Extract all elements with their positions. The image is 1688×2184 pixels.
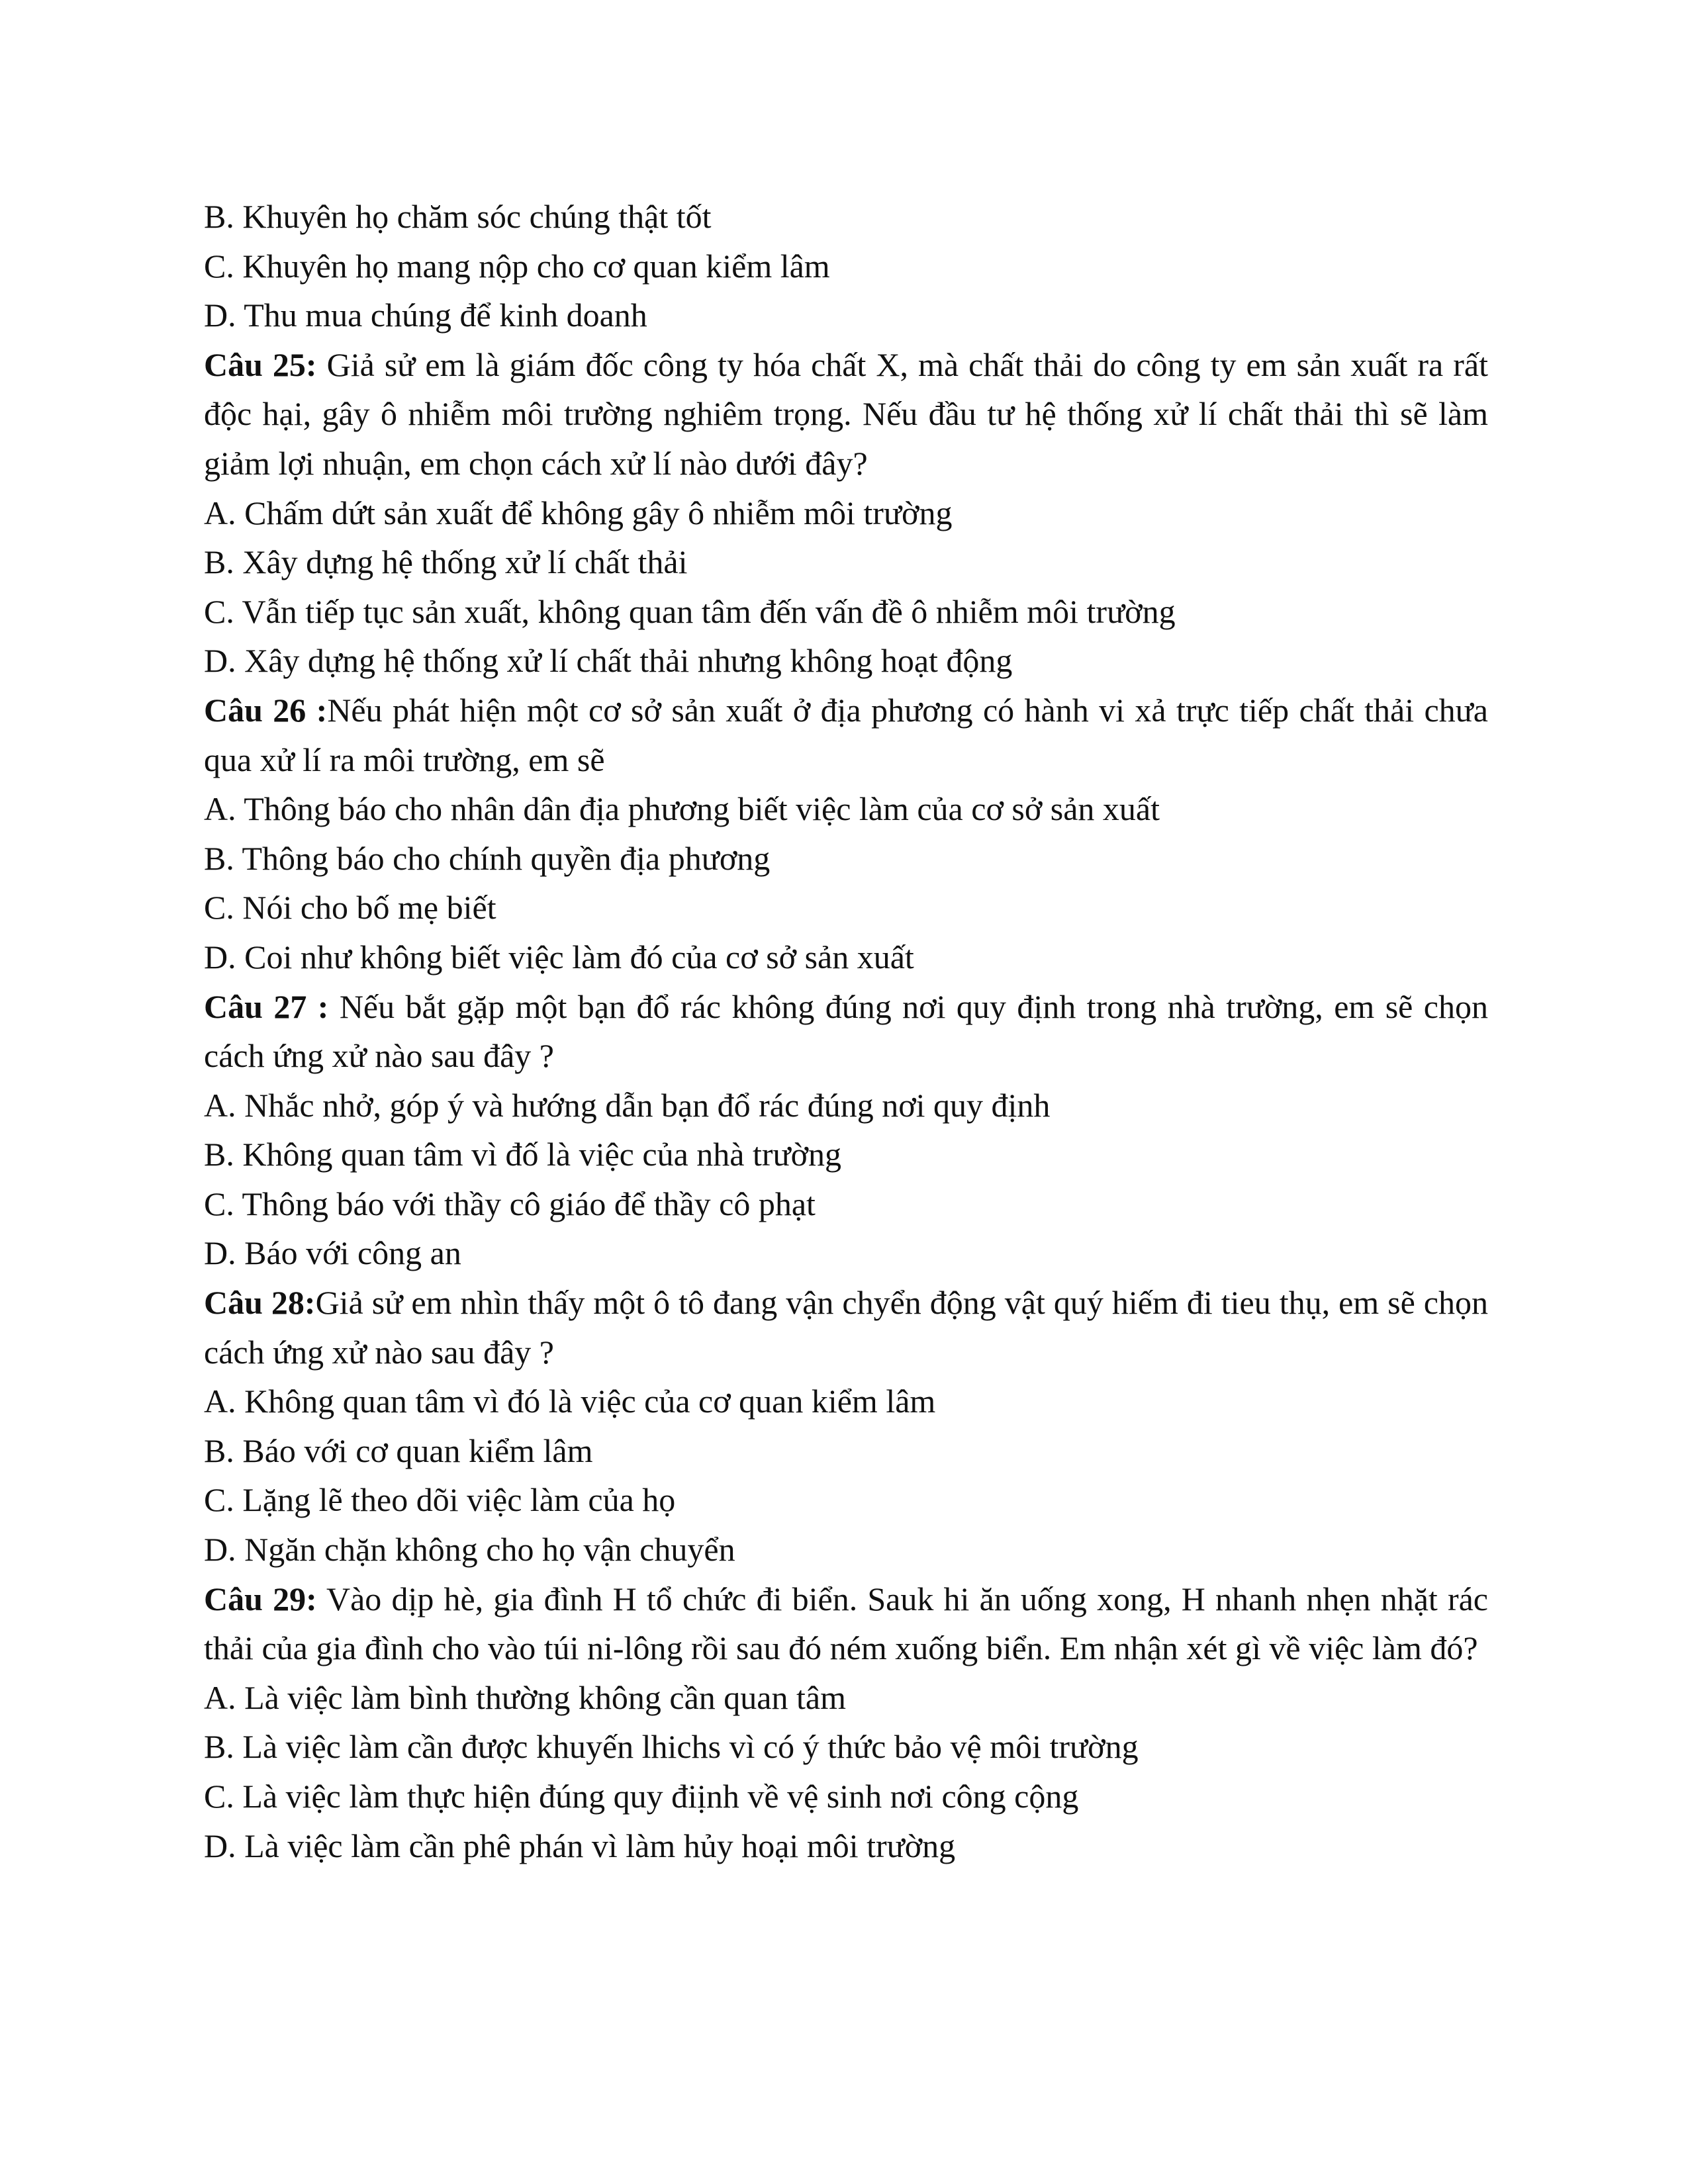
question-text: Nếu phát hiện một cơ sở sản xuất ở địa phương có hành vi xả trực tiếp chất thải chưa qua xử lí ra môi trường, em sẽ xyxy=(204,691,1488,778)
option-prev-c: C. Khuyên họ mang nộp cho cơ quan kiểm lâm xyxy=(204,247,830,285)
question-text: Vào dịp hè, gia đình H tổ chức đi biển. Sauk hi ăn uống xong, H nhanh nhẹn nhặt rác thải của gia đình cho vào túi ni-lông rồi sau đó ném xuống biển. Em nhận xét gì về việc làm đó? xyxy=(204,1580,1488,1667)
question-28 xyxy=(204,1278,1488,1377)
question-text: Giả sử em là giám đốc công ty hóa chất X, mà chất thải do công ty em sản xuất ra rất độc hại, gây ô nhiễm môi trường nghiêm trọng. Nếu đầu tư hệ thống xử lí chất thải thì sẽ làm giảm lợi nhuận, em chọn cách xử lí nào dưới đây? xyxy=(204,345,1488,482)
option-28-a: A. Không quan tâm vì đó là việc của cơ quan kiểm lâm xyxy=(204,1383,936,1420)
option-26-d: D. Coi như không biết việc làm đó của cơ sở sản xuất xyxy=(204,938,914,976)
option-29-d: D. Là việc làm cần phê phán vì làm hủy hoại môi trường xyxy=(204,1827,956,1864)
option-prev-b: B. Khuyên họ chăm sóc chúng thật tốt xyxy=(204,198,712,235)
question-label: Câu 27 : xyxy=(204,987,329,1025)
option-27-a: A. Nhắc nhở, góp ý và hướng dẫn bạn đổ rác đúng nơi quy định xyxy=(204,1086,1051,1124)
option-25-a: A. Chấm dứt sản xuất để không gây ô nhiễm môi trường xyxy=(204,494,953,531)
option-25-d: D. Xây dựng hệ thống xử lí chất thải nhưng không hoạt động xyxy=(204,642,1013,680)
option-27-b: B. Không quan tâm vì đố là việc của nhà trường xyxy=(204,1136,842,1173)
option-25-c: C. Vẫn tiếp tục sản xuất, không quan tâm đến vấn đề ô nhiễm môi trường xyxy=(204,592,1176,630)
question-text: Giả sử em nhìn thấy một ô tô đang vận chyển động vật quý hiếm đi tieu thụ, em sẽ chọn cách ứng xử nào sau đây ? xyxy=(204,1284,1489,1371)
option-29-a: A. Là việc làm bình thường không cần quan tâm xyxy=(204,1678,846,1716)
question-26 xyxy=(204,686,1488,784)
option-29-b: B. Là việc làm cần được khuyến lhichs vì có ý thức bảo vệ môi trường xyxy=(204,1728,1139,1766)
question-label: Câu 26 : xyxy=(204,691,328,729)
option-prev-d: D. Thu mua chúng để kinh doanh xyxy=(204,296,647,334)
option-27-c: C. Thông báo với thầy cô giáo để thầy cô phạt xyxy=(204,1185,816,1222)
question-27 xyxy=(204,982,1488,1081)
question-label: Câu 25: xyxy=(204,345,317,383)
question-25 xyxy=(204,340,1488,488)
option-28-b: B. Báo với cơ quan kiểm lâm xyxy=(204,1432,593,1469)
option-26-a: A. Thông báo cho nhân dân địa phương biết việc làm của cơ sở sản xuất xyxy=(204,790,1160,828)
option-26-b: B. Thông báo cho chính quyền địa phương xyxy=(204,839,771,877)
option-27-d: D. Báo với công an xyxy=(204,1234,461,1272)
option-28-c: C. Lặng lẽ theo dõi việc làm của họ xyxy=(204,1481,676,1519)
option-25-b: B. Xây dựng hệ thống xử lí chất thải xyxy=(204,543,688,581)
question-label: Câu 28: xyxy=(204,1284,316,1322)
document-page xyxy=(204,192,1488,1870)
option-29-c: C. Là việc làm thực hiện đúng quy điịnh về vệ sinh nơi công cộng xyxy=(204,1778,1079,1815)
question-label: Câu 29: xyxy=(204,1580,317,1617)
option-26-c: C. Nói cho bố mẹ biết xyxy=(204,889,496,927)
option-28-d: D. Ngăn chặn không cho họ vận chuyển xyxy=(204,1531,735,1569)
question-29 xyxy=(204,1574,1488,1673)
question-text: Nếu bắt gặp một bạn đổ rác không đúng nơi quy định trong nhà trường, em sẽ chọn cách ứng xử nào sau đây ? xyxy=(204,987,1488,1075)
